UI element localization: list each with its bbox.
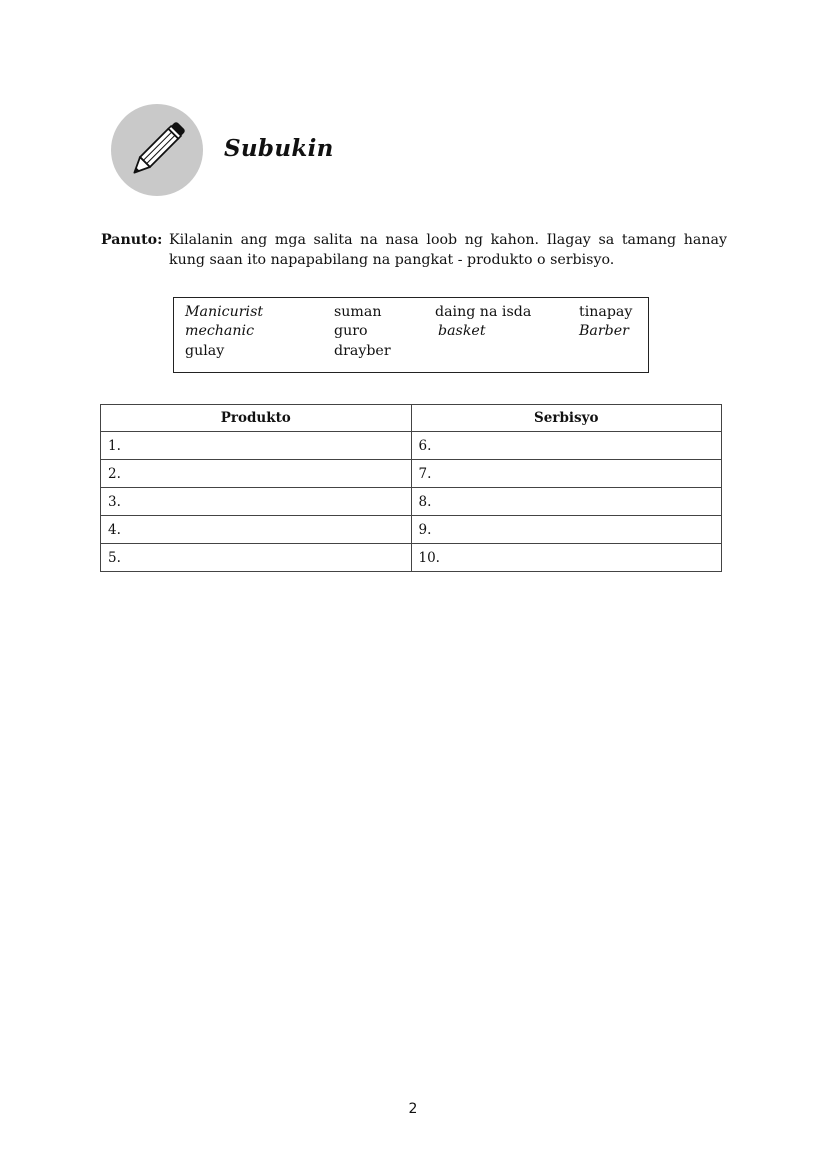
produkto-cell: 4.	[101, 516, 412, 544]
word-item: drayber	[334, 343, 391, 359]
serbisyo-cell: 7.	[411, 460, 722, 488]
instruction-text: Kilalanin ang mga salita na nasa loob ng kahon. Ilagay sa tamang hanay kung saan ito napapabilang na pangkat - produkto o serbisyo.	[169, 232, 727, 268]
word-item: Barber	[579, 323, 629, 339]
produkto-cell: 5.	[101, 544, 412, 572]
word-item: gulay	[185, 343, 225, 359]
word-item: suman	[334, 304, 382, 320]
serbisyo-cell: 6.	[411, 432, 722, 460]
serbisyo-cell: 10.	[411, 544, 722, 572]
word-item: guro	[334, 323, 368, 339]
pencil-badge	[111, 104, 203, 196]
produkto-cell: 1.	[101, 432, 412, 460]
word-item: basket	[438, 323, 486, 339]
table-row	[101, 432, 722, 460]
header-serbisyo: Serbisyo	[411, 405, 722, 432]
word-item: mechanic	[185, 323, 255, 339]
produkto-cell: 3.	[101, 488, 412, 516]
word-item: tinapay	[579, 304, 633, 320]
header-produkto: Produkto	[101, 405, 412, 432]
serbisyo-cell: 8.	[411, 488, 722, 516]
answer-table	[100, 404, 722, 572]
word-box	[173, 297, 649, 373]
word-item: Manicurist	[185, 304, 264, 320]
serbisyo-cell: 9.	[411, 516, 722, 544]
table-row	[101, 460, 722, 488]
instruction-label: Panuto:	[101, 232, 163, 248]
table-row	[101, 488, 722, 516]
table-row	[101, 516, 722, 544]
produkto-cell: 2.	[101, 460, 412, 488]
table-row	[101, 544, 722, 572]
pencil-icon	[111, 104, 203, 196]
page-number: 2	[408, 1101, 418, 1117]
table-header-row	[101, 405, 722, 432]
section-title: Subukin	[224, 135, 334, 162]
word-item: daing na isda	[435, 304, 532, 320]
